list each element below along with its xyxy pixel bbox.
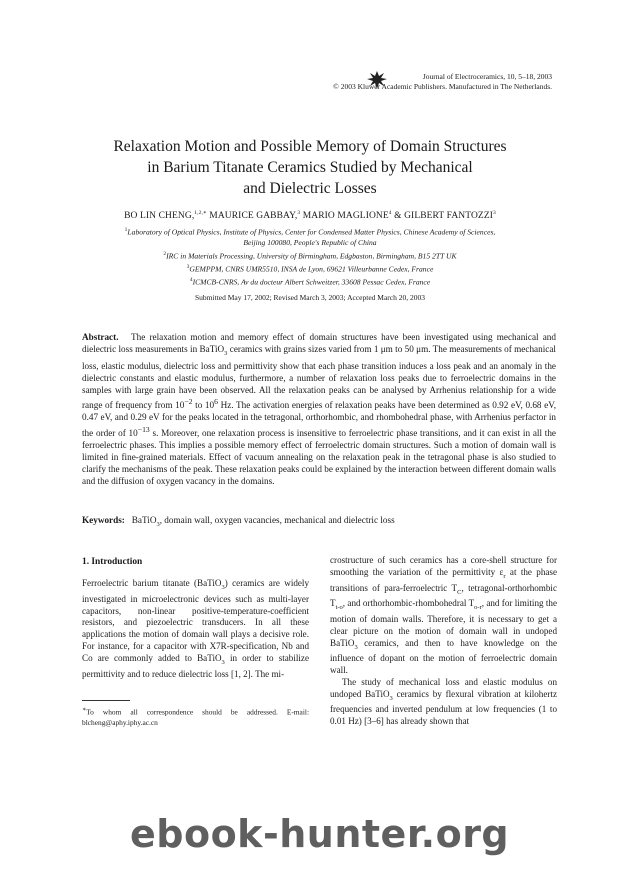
right-column [330, 555, 557, 728]
abstract-text: to 10 [192, 400, 215, 411]
abstract-text: ceramics with grains sizes varied from 1 μm to 50 μm. The measurements of mechanical loss, elastic modulus, dielectric loss and permittivity show that each phase transition induces a loss peak and an anomaly in the dielectric constants and elastic modulus, furthermore, a number of relaxation loss peaks due to ferroelectric domains in the samples with large grain have been observed. All the relaxation peaks can be analysed by Arrhenius relationship for a wide range of frequency from 10 [82, 344, 556, 411]
body-text: Ferroelectric barium titanate (BaTiO [82, 578, 222, 588]
submission-dates: Submitted May 17, 2002; Revised March 3, 2003; Accepted March 20, 2003 [195, 293, 425, 302]
author-affiliation-mark: 4 [388, 210, 392, 216]
title-line: and Dielectric Losses [243, 180, 377, 197]
affiliation-mark: 4 [189, 276, 193, 283]
footnote-text: To whom all correspondence should be addressed. E-mail: blcheng@aphy.iphy.ac.cn [82, 707, 309, 727]
journal-info [322, 72, 552, 92]
author-list [60, 210, 560, 221]
body-text: ceramics by flexural vibration at kilohertz frequencies and inverted pendulum at low frequencies (1 to 0.01 Hz) [3–6] has already shown that [330, 688, 557, 727]
author-name: MAURICE GABBAY, [206, 211, 298, 222]
superscript: −13 [137, 424, 150, 434]
body-text: , and for limiting the motion of domain walls. Therefore, it is necessary to get a clear picture on the motion of domain wall in undoped BaTiO [330, 598, 557, 648]
subscript: 3 [224, 349, 228, 357]
subscript: C [457, 588, 462, 596]
section-heading: 1. Introduction [82, 557, 143, 567]
subscript: o-r [474, 603, 482, 611]
abstract-text: s. Moreover, one relaxation process is insensitive to ferroelectric phase transitions, and it can exist in all the ferroelectric phases. This implies a possible memory effect of ferroelectric domain structures. Such a motion of domain wall is limited in fine-grained materials. Effect of vacuum annealing on the relaxation peak in the tetragonal phase is also studied to clarify the mechanisms of the peak. These relaxation peaks could be explained by the interaction between different domain walls and the diffusion of oxygen vacancy in the domains. [82, 427, 556, 486]
body-text: in order to stabilize permittivity and to reduce dielectric loss [1, 2]. The mi- [82, 652, 309, 679]
subscript: 3 [221, 583, 225, 591]
affiliation-mark: 1 [124, 227, 128, 233]
superscript: 6 [214, 397, 218, 407]
affiliation-text: ICMCB-CNRS, Av du docteur Albert Schweitzer, 33608 Pessac Cedex, France [192, 277, 431, 287]
affiliation-text: Laboratory of Optical Physics, Institute of Physics, Center for Condensed Matter Physics, Chinese Academy of Sciences, [127, 227, 496, 237]
footnote-divider [82, 700, 130, 701]
body-text: crostructure of such ceramics has a core-shell structure for smoothing the variation of the permittivity ε [330, 555, 557, 577]
paragraph [82, 578, 309, 680]
footnote-mark: ∗ [82, 707, 87, 713]
affiliation-line: Beijing 100080, People's Republic of China [243, 238, 377, 248]
title-line: in Barium Titanate Ceramics Studied by Mechanical [147, 159, 473, 176]
body-text: , tetragonal-orthorhombic T [330, 582, 557, 609]
subscript: 3 [389, 694, 393, 702]
body-text: ) ceramics are widely investigated in microelectronic devices such as multi-layer capacitors, non-linear positive-temperature-coefficient resistors, and piezoelectric transducers. In all these applications the motion of domain wall plays a decisive role. For instance, for a capacitor with X7R-specification, Nb and Co are commonly added to BaTiO [82, 578, 310, 663]
journal-citation: Journal of Electroceramics, 10, 5–18, 2003 [422, 72, 552, 81]
subscript: t-o [335, 603, 343, 611]
affiliation-mark: 2 [163, 250, 167, 257]
paper-title [60, 136, 560, 199]
abstract-text: The relaxation motion and memory effect of domain structures have been investigated using mechanical and dielectric loss measurements in BaTiO [82, 332, 556, 355]
abstract-label: Abstract. [82, 332, 119, 342]
keyword-text: , domain wall, oxygen vacancies, mechanical and dielectric loss [159, 515, 395, 525]
affiliation-line [60, 262, 560, 275]
subscript: 3 [221, 658, 225, 666]
keyword-text: BaTiO [131, 515, 157, 525]
affiliations [60, 225, 560, 288]
keywords-label: Keywords: [82, 515, 125, 525]
left-column [82, 578, 309, 680]
affiliation-line [60, 249, 560, 262]
footnote [82, 705, 309, 728]
author-name: BO LIN CHENG, [124, 211, 195, 222]
author-name: & GILBERT FANTOZZI [391, 211, 493, 222]
body-text: ceramics, and then to have knowledge on the influence of dopant on the motion of ferroelectric domain wall. [330, 637, 557, 675]
watermark-text: ebook-hunter.org [130, 812, 510, 856]
title-line: Relaxation Motion and Possible Memory of Domain Structures [113, 138, 507, 155]
affiliation-line [60, 275, 560, 288]
author-affiliation-mark: 1,2,∗ [194, 210, 207, 216]
author-affiliation-mark: 3 [297, 210, 301, 216]
subscript: 3 [354, 643, 358, 651]
superscript: −2 [184, 397, 193, 407]
abstract-text: Hz. The activation energies of relaxation peaks have been determined as 0.92 eV, 0.68 eV, 0.47 eV, and 0.29 eV for the peaks located in the tetragonal, orthorhombic, and rhombohedral phase, with Arrhenius perfactor in the order of 10 [82, 400, 556, 438]
affiliation-mark: 3 [186, 263, 190, 270]
affiliation-text: IRC in Materials Processing, University of Birmingham, Edgbaston, Birmingham, B15 2TT UK [166, 251, 457, 261]
body-text: at the phase transitions of para-ferroelectric T [330, 566, 557, 593]
paragraph [330, 555, 557, 677]
paragraph [330, 677, 557, 728]
body-text: The study of mechanical loss and elastic modulus on undoped BaTiO [330, 676, 557, 699]
keywords [82, 515, 556, 528]
affiliation-line [60, 225, 560, 238]
affiliation-text: GEMPPM, CNRS UMR5510, INSA de Lyon, 69621 Villeurbanne Cedex, France [189, 264, 434, 274]
body-text: , and orthorhombic-rhombohedral T [342, 598, 475, 609]
author-affiliation-mark: 3 [493, 210, 496, 216]
copyright-line: © 2003 Kluwer Academic Publishers. Manufactured in The Netherlands. [333, 82, 552, 91]
subscript: 3 [156, 520, 160, 528]
author-name: MARIO MAGLIONE [300, 211, 389, 222]
abstract [82, 331, 556, 487]
subscript: r [503, 572, 506, 580]
